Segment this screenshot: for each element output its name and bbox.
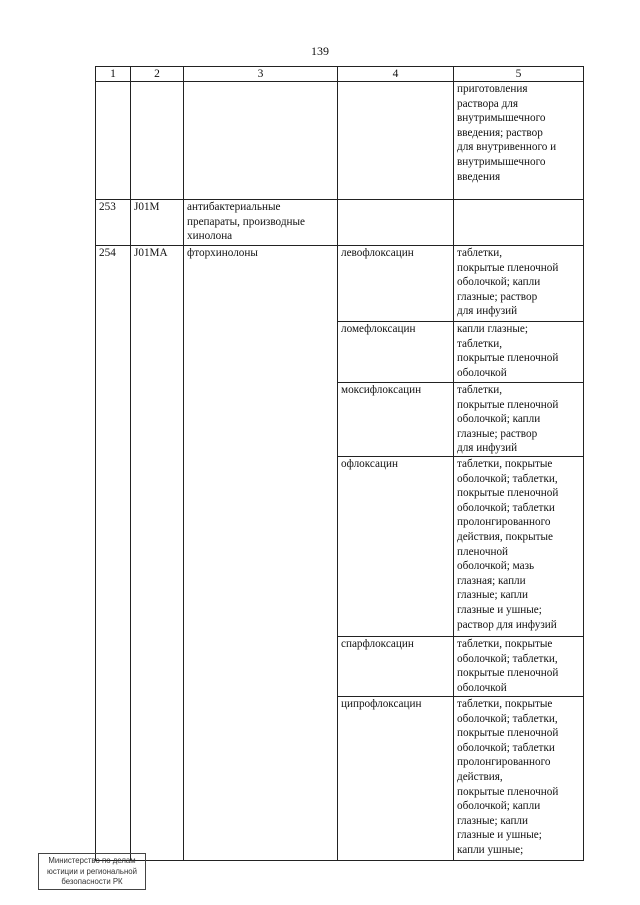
row-drug: ципрофлоксацин [338, 697, 454, 861]
row-num: 254 [96, 246, 131, 861]
row-drug: офлоксацин [338, 457, 454, 637]
row-forms: таблетки, покрытые оболочкой; таблетки, покрытые пленочной оболочкой; таблетки пролонгированного действия, покрытые пленочной оболочкой; мазь глазная; капли глазные; капли глазные и ушные; раствор для инфузий [454, 457, 584, 637]
row-num: 253 [96, 200, 131, 246]
row-forms: капли глазные; таблетки, покрытые пленочной оболочкой [454, 322, 584, 383]
row-drug: ломефлоксацин [338, 322, 454, 383]
header-col-2: 2 [131, 67, 184, 82]
row-drug [338, 82, 454, 200]
header-col-1: 1 [96, 67, 131, 82]
row-forms: таблетки, покрытые оболочкой; таблетки, покрытые пленочной оболочкой; таблетки пролонгированного действия, покрытые пленочной оболочкой; капли глазные; капли глазные и ушные; капли ушные; [454, 697, 584, 861]
row-group [184, 82, 338, 200]
header-col-5: 5 [454, 67, 584, 82]
table-row [96, 200, 584, 246]
row-forms: таблетки, покрытые пленочной оболочкой; капли глазные; раствор для инфузий [454, 246, 584, 322]
row-code [131, 82, 184, 200]
drug-table [95, 66, 584, 861]
row-forms: таблетки, покрытые оболочкой; таблетки, покрытые пленочной оболочкой [454, 637, 584, 697]
row-drug: левофлоксацин [338, 246, 454, 322]
stamp-line-2: юстиции и региональной [47, 866, 137, 876]
row-code: J01M [131, 200, 184, 246]
row-drug [338, 200, 454, 246]
table-row [96, 82, 584, 200]
registration-stamp [38, 853, 146, 890]
row-forms [454, 200, 584, 246]
page-number: 139 [311, 44, 329, 58]
row-group: антибактериальные препараты, производные хинолона [184, 200, 338, 246]
row-drug: спарфлоксацин [338, 637, 454, 697]
header-row [96, 67, 584, 82]
row-code: J01MA [131, 246, 184, 861]
stamp-line-1: Министерство по делам [48, 856, 136, 865]
header-col-4: 4 [338, 67, 454, 82]
row-forms: приготовления раствора для внутримышечного введения; раствор для внутривенного и внутримышечного введения [454, 82, 584, 200]
row-forms: таблетки, покрытые пленочной оболочкой; капли глазные; раствор для инфузий [454, 383, 584, 457]
row-drug: моксифлоксацин [338, 383, 454, 457]
row-num [96, 82, 131, 200]
row-group: фторхинолоны [184, 246, 338, 861]
table-row [96, 246, 584, 322]
stamp-line-3: безопасности РК [61, 877, 123, 886]
header-col-3: 3 [184, 67, 338, 82]
